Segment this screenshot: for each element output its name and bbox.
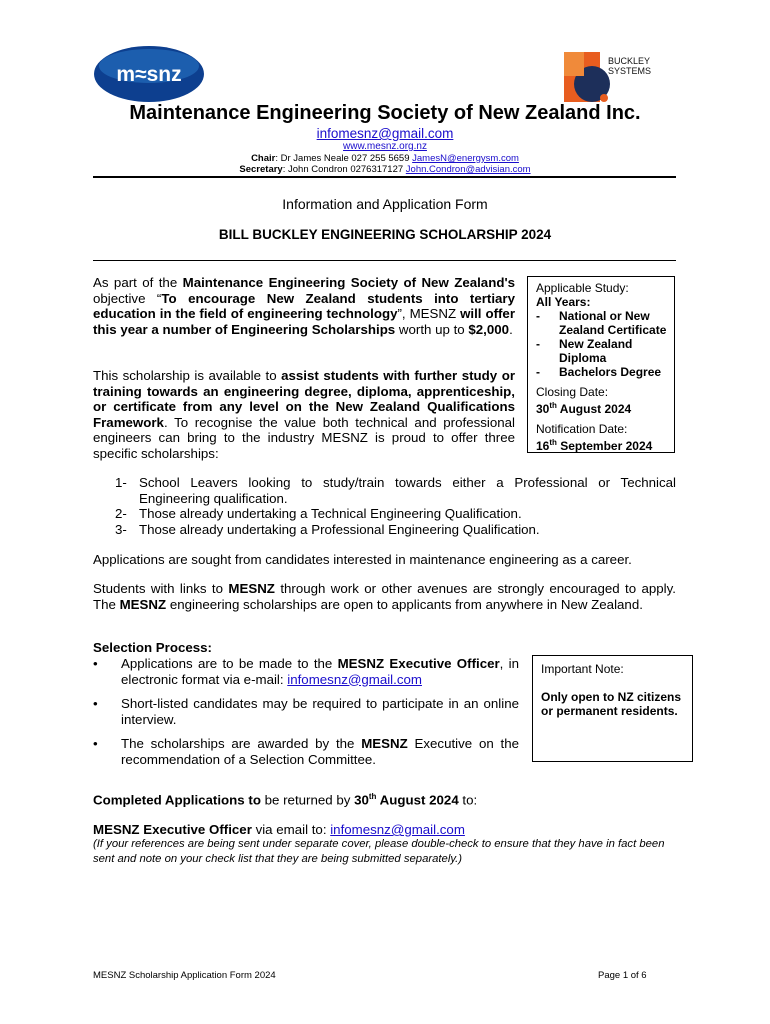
intro-paragraph-2 xyxy=(93,368,515,461)
closing-day: 30 xyxy=(536,402,550,416)
students-text: engineering scholarships are open to applicants from anywhere in New Zealand. xyxy=(166,596,643,612)
bullet-text: The scholarships are awarded by the xyxy=(121,736,362,751)
chair-text: : Dr James Neale 027 255 5659 xyxy=(275,153,413,164)
dash: - xyxy=(536,365,540,379)
closing-sup: th xyxy=(549,401,557,410)
references-note: (If your references are being sent under separate cover, please double-check to ensure that they have in fact been sent and note on your check list that they are being submitted separately.) xyxy=(93,838,665,865)
executive-officer-line xyxy=(93,822,465,837)
intro1-text: As part of the xyxy=(93,275,183,290)
bullet-text: , in electronic format via e-mail: xyxy=(121,656,519,687)
applications-sought: Applications are sought from candidates interested in maintenance engineering as a career. xyxy=(93,552,632,567)
bullet-text: Short-listed candidates may be required to participate in an online interview. xyxy=(121,696,519,727)
study-item-label: New Zealand Diploma xyxy=(559,337,633,365)
header-divider xyxy=(93,176,676,178)
intro2-text: . To recognise the value both technical and professional engineers can bring to the industry MESNZ is proud to offer three specific scholarships: xyxy=(93,414,515,461)
intro-paragraph-1 xyxy=(93,275,515,337)
bullet-item xyxy=(93,696,519,727)
exec-email-link[interactable]: infomesnz@gmail.com xyxy=(330,822,465,837)
exec-text: via email to: xyxy=(251,822,331,837)
chair-line xyxy=(0,153,770,164)
closing-date-label: Closing Date: xyxy=(536,385,609,399)
students-bold: MESNZ xyxy=(228,581,275,596)
chair-label: Chair xyxy=(251,153,276,164)
completed-text: to: xyxy=(458,792,478,808)
students-bold: MESNZ xyxy=(119,596,167,612)
mesnz-logo xyxy=(93,44,205,104)
mesnz-logo-text: m≈snz xyxy=(116,63,182,86)
completed-day: 30 xyxy=(354,792,369,808)
list-item xyxy=(93,475,676,506)
title-divider xyxy=(93,260,676,261)
buckley-logo-text-2: SYSTEMS xyxy=(608,66,652,76)
dash: - xyxy=(536,337,540,351)
intro1-bold: $2,000 xyxy=(468,321,510,337)
notif-sup: th xyxy=(549,438,557,447)
intro1-bold: will offer this year a number of Engineering Scholarships xyxy=(93,306,515,337)
bullet-icon: • xyxy=(93,696,98,711)
list-number: 1- xyxy=(115,475,127,490)
study-item xyxy=(536,309,674,337)
students-text: through work or other avenues are strongly encouraged to apply. The xyxy=(93,581,676,612)
study-item xyxy=(536,337,674,365)
students-paragraph xyxy=(93,581,676,612)
completed-sup: th xyxy=(368,792,377,801)
list-text: School Leavers looking to study/train towards either a Professional or Technical Engineering qualification. xyxy=(139,475,676,506)
important-note-label: Important Note: xyxy=(541,662,624,676)
scholarship-list xyxy=(93,475,676,537)
org-title: Maintenance Engineering Society of New Zealand Inc. xyxy=(129,102,641,124)
study-item xyxy=(536,365,674,379)
bullet-text: Executive on the recommendation of a Selection Committee. xyxy=(121,736,519,767)
intro1-bold: Maintenance Engineering Society of New Zealand's xyxy=(182,275,516,290)
intro1-bold: To encourage New Zealand students into tertiary education in the field of engineering technology xyxy=(93,290,515,321)
important-note-box xyxy=(532,655,693,762)
list-text: Those already undertaking a Professional Engineering Qualification. xyxy=(139,521,540,537)
list-item xyxy=(93,522,676,538)
list-item xyxy=(93,506,676,522)
selection-bullets xyxy=(93,656,519,776)
intro1-text: ”, MESNZ xyxy=(397,306,461,321)
chair-email-link[interactable]: JamesN@energysm.com xyxy=(412,153,519,164)
list-text: Those already undertaking a Technical Engineering Qualification. xyxy=(139,506,522,521)
bullet-icon: • xyxy=(93,656,98,671)
completed-bold: Completed Applications to xyxy=(93,792,261,808)
students-text: Students with links to xyxy=(93,581,229,596)
buckley-logo-text-1: BUCKLEY xyxy=(608,56,651,66)
notif-rest: September 2024 xyxy=(556,439,653,453)
header-email xyxy=(0,126,770,141)
secretary-text: : John Condron 0276317127 xyxy=(282,164,406,175)
study-item-label: Bachelors Degree xyxy=(559,365,662,379)
intro1-text: . xyxy=(509,321,513,337)
closing-date xyxy=(536,399,674,416)
bullet-icon: • xyxy=(93,736,98,751)
completed-date: August 2024 xyxy=(376,792,459,808)
dash: - xyxy=(536,309,540,323)
closing-rest: August 2024 xyxy=(556,402,632,416)
scholarship-title: BILL BUCKLEY ENGINEERING SCHOLARSHIP 2024 xyxy=(218,227,552,242)
notif-day: 16 xyxy=(536,439,550,453)
bullet-item xyxy=(93,656,519,687)
intro2-bold: assist students with further study or training towards an engineering degree, diploma, apprenticeship, or certificate from any level on the New Zealand Qualifications Framework xyxy=(93,368,515,430)
page-number: Page 1 of 6 xyxy=(598,970,647,981)
study-item-label: National or New Zealand Certificate xyxy=(559,309,667,337)
completed-applications xyxy=(93,792,477,807)
secretary-email-link[interactable]: John.Condron@advisian.com xyxy=(405,164,531,175)
header-website xyxy=(0,141,770,152)
all-years-label: All Years: xyxy=(536,295,591,309)
bullet-text: Applications are to be made to the xyxy=(121,656,338,671)
notification-date-label: Notification Date: xyxy=(536,422,628,436)
important-note-text: Only open to NZ citizens or permanent residents. xyxy=(541,690,682,718)
notification-date xyxy=(536,436,674,453)
intro1-text: worth up to xyxy=(395,321,469,337)
selection-heading: Selection Process: xyxy=(93,640,212,655)
list-number: 3- xyxy=(115,521,127,537)
intro1-text: objective “ xyxy=(93,290,162,306)
bullet-item xyxy=(93,736,519,767)
footer-title: MESNZ Scholarship Application Form 2024 xyxy=(93,970,276,981)
bullet-bold: MESNZ Executive Officer xyxy=(337,656,500,671)
bullet-bold: MESNZ xyxy=(361,736,408,751)
list-number: 2- xyxy=(115,506,127,521)
intro2-text: This scholarship is available to xyxy=(93,368,282,383)
applicable-study-label: Applicable Study: xyxy=(536,281,629,295)
email-link[interactable]: infomesnz@gmail.com xyxy=(287,671,422,687)
header-email-link[interactable]: infomesnz@gmail.com xyxy=(316,126,454,141)
form-title: Information and Application Form xyxy=(282,196,488,212)
applicable-study-box xyxy=(527,276,675,453)
secretary-line xyxy=(0,164,770,175)
completed-text: be returned by xyxy=(260,792,355,808)
buckley-systems-logo xyxy=(562,50,662,104)
website-link[interactable]: www.mesnz.org.nz xyxy=(343,141,427,152)
secretary-label: Secretary xyxy=(239,164,283,175)
exec-bold: MESNZ Executive Officer xyxy=(93,822,252,837)
